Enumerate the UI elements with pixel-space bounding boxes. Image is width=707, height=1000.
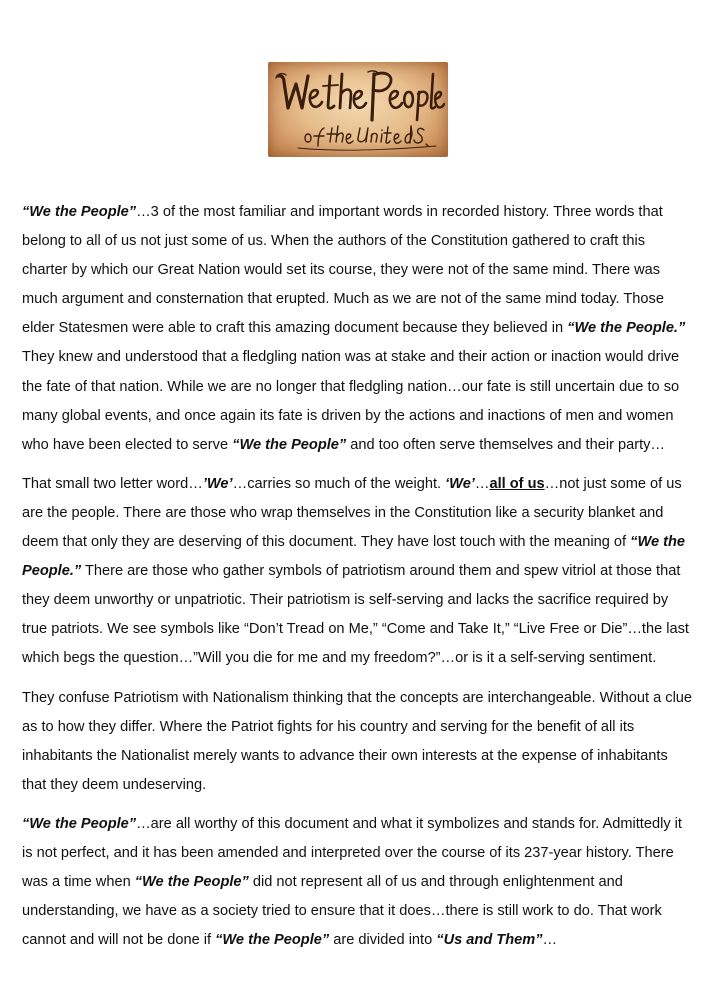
emphasized-phrase: “We the People.” xyxy=(22,534,686,580)
body-paragraph xyxy=(22,470,694,674)
text-run: and too often serve themselves and their party… xyxy=(346,436,666,453)
emphasized-phrase: “We the People” xyxy=(22,815,137,832)
we-the-people-logo xyxy=(268,62,448,157)
emphasized-phrase: “Us and Them” xyxy=(436,932,543,949)
emphasized-phrase: “We the People” xyxy=(232,436,347,453)
text-run: …carries so much of the weight. xyxy=(232,475,446,492)
body-paragraph xyxy=(22,684,694,800)
text-run: …3 of the most familiar and important words in recorded history. Three words that belong to all of us not just some of us. When the authors of the Constitution gathered to craft this charter by which our Great Nation would set its course, they were not of the same mind. There was much argument and consternation that erupted. Much as we are not of the same mind today. Those elder Statesmen were able to craft this amazing document because they believed in xyxy=(22,204,664,337)
document-body xyxy=(22,198,694,965)
text-run: They confuse Patriotism with Nationalism thinking that the concepts are interchangeable. Without a clue as to how they differ. Where the Patriot fights for his country and serving for the benefit of all its inhabitants the Nationalist merely wants to advance their own interests at the expense of inhabitants that they deem undeserving. xyxy=(22,689,693,793)
text-run: … xyxy=(474,475,490,492)
text-run: … xyxy=(542,932,558,949)
emphasized-phrase: ‘We’ xyxy=(445,475,475,492)
emphasized-phrase: “We the People.” xyxy=(567,320,686,337)
body-paragraph xyxy=(22,198,694,460)
emphasized-phrase: “We the People” xyxy=(215,932,330,949)
text-run: They knew and understood that a fledgling nation was at stake and their action or inaction would drive the fate of that nation. While we are no longer that fledgling nation…our fate is still uncertain due to so many global events, and once again its fate is driven by the actions and inactions of men and women who have been elected to serve xyxy=(22,349,680,453)
body-paragraph xyxy=(22,810,694,955)
text-run: …not just some of us are the people. There are those who wrap themselves in the Constitution like a security blanket and deem that only they are deserving of this document. They have lost touch with the meaning of xyxy=(22,475,682,551)
emphasized-phrase: ’We’ xyxy=(202,475,233,492)
underlined-phrase: all of us xyxy=(489,475,545,492)
text-run: did not represent all of us and through enlightenment and understanding, we have as a society tried to ensure that it does…there is still work to do. That work cannot and will not be done if xyxy=(22,874,662,949)
text-run: …are all worthy of this document and what it symbolizes and stands for. Admittedly it is not perfect, and it has been amended and interpreted over the course of its 237-year history. There was a time when xyxy=(22,815,682,891)
text-run: There are those who gather symbols of patriotism around them and spew vitriol at those that they deem unworthy or unpatriotic. Their patriotism is self-serving and lacks the sacrifice required by true patriots. We see symbols like “Don’t Tread on Me,” “Come and Take It,” “Live Free or Die”…the last which begs the question…”Will you die for me and my freedom?”…or is it a self-serving sentiment. xyxy=(22,563,689,667)
emphasized-phrase: “We the People” xyxy=(22,204,137,220)
we-the-people-calligraphy xyxy=(268,62,448,157)
text-run: That small two letter word… xyxy=(22,475,203,492)
text-run: are divided into xyxy=(329,932,437,949)
emphasized-phrase: “We the People” xyxy=(134,874,249,891)
